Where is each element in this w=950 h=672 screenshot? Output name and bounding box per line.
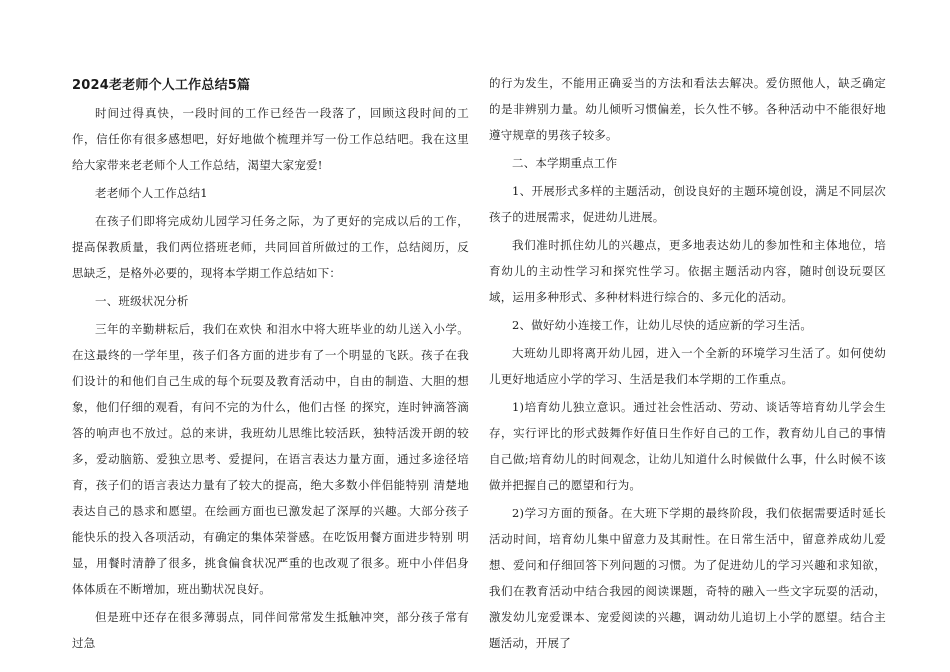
paragraph-continued: 的行为发生，不能用正确妥当的方法和看法去解决。爱仿照他人，缺乏确定的是非辨别力量。幼儿倾听习惯偏差，长久性不够。各种活动中不能很好地遵守规章的男孩子较多。 [489, 76, 886, 142]
paragraph: 大班幼儿即将离开幼儿园，进入一个全新的环境学习生活了。如何使幼儿更好地适应小学的学习、生活是我们本学期的工作重点。 [489, 346, 886, 386]
left-column [72, 74, 469, 658]
paragraph: 三年的辛勤耕耘后，我们在欢快 和泪水中将大班毕业的幼儿送入小学。在这最终的一学年里，孩子们各方面的进步有了一个明显的飞跃。孩子在我们设计的和他们自己生成的每个玩耍及教育活动中，自由的制造、大胆的想象，他们仔细的观看，有问不完的为什么，他们古怪 的探究，连时钟滴答滴答的响声也不放过。总的来讲，我班幼儿思维比较活跃，独特活泼开朗的较多，爱动脑筋、爱独立思考、爱提问，在语言表达力量方面，通过多途径培育，孩子们的语言表达力量有了较大的提高，绝大多数小伴侣能特别 清楚地表达自己的恳求和愿望。在绘画方面也已激发起了深厚的兴趣。大部分孩子能快乐的投入各项活动，有确定的集体荣誉感。在吃饭用餐方面进步特别 明显，用餐时清静了很多，挑食偏食状况严重的也改观了很多。班中小伴侣身体体质在不断增加，班出勤状况良好。 [72, 322, 469, 596]
right-column [489, 70, 886, 658]
paragraph: 在孩子们即将完成幼儿园学习任务之际，为了更好的完成以后的工作，提高保教质量，我们两位搭班老师，共同回首所做过的工作，总结阅历，反思缺乏，是格外必要的，现将本学期工作总结如下： [72, 214, 469, 280]
paragraph: 1、开展形式多样的主题活动，创设良好的主题环境创设，满足不同层次孩子的进展需求，促进幼儿进展。 [489, 184, 886, 224]
document-title: 2024老老师个人工作总结5篇 [72, 78, 251, 93]
section-heading: 二、本学期重点工作 [512, 156, 618, 170]
paragraph: 但是班中还存在很多薄弱点，同伴间常常发生抵触冲突，部分孩子常有过急 [72, 610, 469, 650]
paragraph: 时间过得真快，一段时间的工作已经告一段落了，回顾这段时间的工作，信任你有很多感想吧，好好地做个梳理并写一份工作总结吧。我在这里给大家带来老老师个人工作总结，渴望大家宠爱! [72, 106, 469, 172]
paragraph: 2)学习方面的预备。在大班下学期的最终阶段，我们依据需要适时延长活动时间，培育幼儿集中留意力及其耐性。在日常生活中，留意养成幼儿爱想、爱问和仔细回答下列问题的习惯。为了促进幼儿的学习兴趣和求知欲，我们在教育活动中结合我园的阅读课题，奇特的融入一些文字玩耍的活动，激发幼儿宠爱课本、宠爱阅读的兴趣，调动幼儿追切上小学的愿望。结合主题活动，开展了 [489, 506, 886, 650]
section-heading: 老老师个人工作总结1 [95, 186, 208, 200]
paragraph: 1)培育幼儿独立意识。通过社会性活动、劳动、谈话等培育幼儿学会生存，实行评比的形式鼓舞作好值日生作好自己的工作，教育幼儿自己的事情自己做;培育幼儿的时间观念，让幼儿知道什么时候做什么事，什么时候不该做并把握自己的愿望和行为。 [489, 400, 886, 492]
paragraph: 我们准时抓住幼儿的兴趣点，更多地表达幼儿的参加性和主体地位，培育幼儿的主动性学习和探究性学习。依据主题活动内容，随时创设玩耍区域，运用多种形式、多种材料进行综合的、多元化的活动。 [489, 238, 886, 304]
paragraph: 2、做好幼小连接工作，让幼儿尽快的适应新的学习生活。 [512, 318, 813, 332]
section-heading: 一、班级状况分析 [95, 294, 189, 308]
